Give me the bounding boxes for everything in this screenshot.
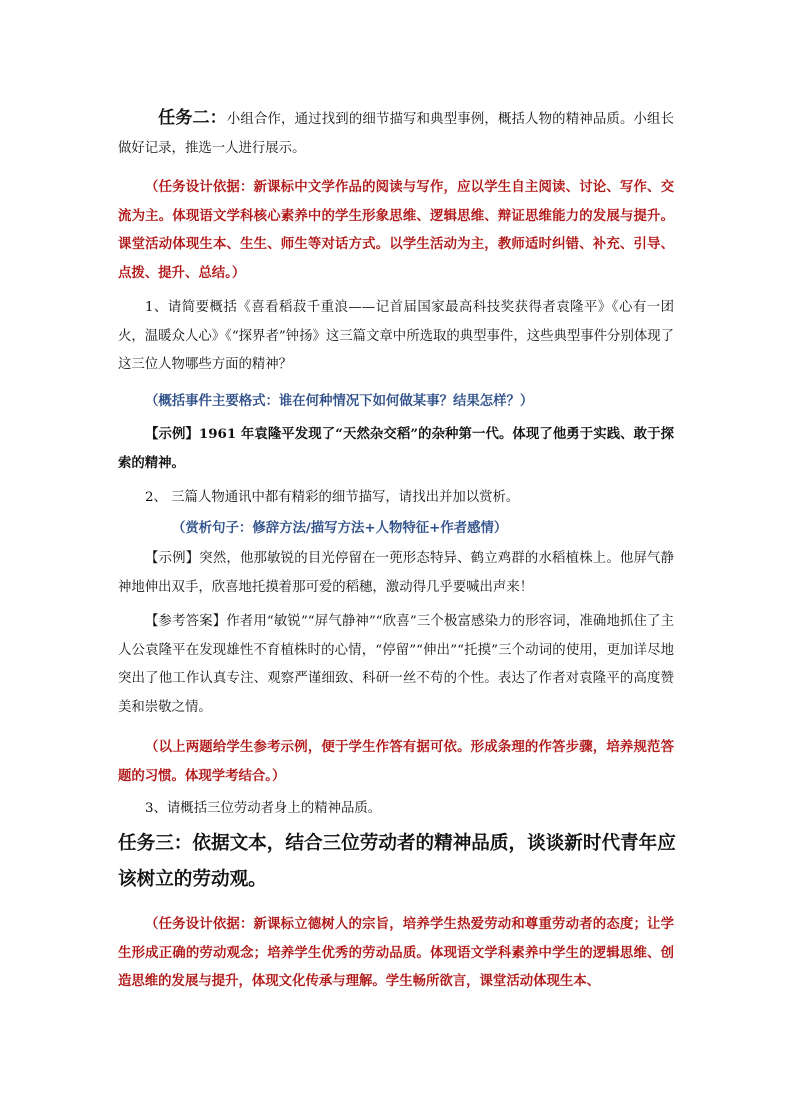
format-hint-1: （概括事件主要格式：谁在何种情况下如何做某事？结果怎样？） [145, 393, 534, 409]
question-3: 3、请概括三位劳动者身上的精神品质。 [145, 801, 382, 816]
task2-paragraph [118, 104, 674, 163]
question-2: 2、 三篇人物通讯中都有精彩的细节描写，请找出并加以赏析。 [145, 490, 520, 505]
question-1: 1、请简要概括《喜看稻菽千重浪——记首届国家最高科技奖获得者袁隆平》《心有一团火，温暖众人心》《“探界者”钟扬》这三篇文章中所选取的典型事件，这些典型事件分别体现了这三位人物哪些方面的精神？ [118, 300, 675, 372]
reference-answer: 【参考答案】作者用“敏锐”“屏气静神”“欣喜”三个极富感染力的形容词，准确地抓住了主人公袁隆平在发现雄性不育植株时的心情，“停留”“伸出”“托摸”三个动词的使用，更加详尽地突出了他工作认真专注、观察严谨细致、科研一丝不苟的个性。表达了作者对袁隆平的高度赞美和崇敬之情。 [118, 614, 674, 715]
task2-text: 小组合作，通过找到的细节描写和典型事例，概括人物的精神品质。小组长做好记录，推选一人进行展示。 [118, 112, 675, 156]
example-1: 【示例】1961 年袁隆平发现了“天然杂交稻”的杂种第一代。体现了他勇于实践、敢于探索的精神。 [118, 426, 674, 471]
task3-design-basis: （任务设计依据：新课标立德树人的宗旨，培养学生热爱劳动和尊重劳动者的态度；让学生形成正确的劳动观念；培养学生优秀的劳动品质。体现语文学科素养中学生的逻辑思维、创造思维的发展与提升，体现文化传承与理解。学生畅所欲言，课堂活动体现生本、 [118, 916, 674, 989]
note-examples: （以上两题给学生参考示例，便于学生作答有据可依。形成条理的作答步骤，培养规范答题的习惯。体现学考结合。） [118, 739, 674, 784]
format-hint-2: （赏析句子：修辞方法/描写方法+人物特征+作者感情） [172, 520, 508, 536]
task2-design-basis: （任务设计依据：新课标中文学作品的阅读与写作，应以学生自主阅读、讨论、写作、交流为主。体现语文学科核心素养中的学生形象思维、逻辑思维、辩证思维能力的发展与提升。课堂活动体现生本、生生、师生等对话方式。以学生活动为主，教师适时纠错、补充、引导、点拨、提升、总结。） [118, 179, 674, 281]
example-2: 【示例】突然，他那敏锐的目光停留在一蔸形态特异、鹤立鸡群的水稻植株上。他屏气静神地伸出双手，欣喜地托摸着那可爱的稻穗，激动得几乎要喊出声来！ [118, 551, 674, 595]
task3-heading: 任务三：依据文本，结合三位劳动者的精神品质，谈谈新时代青年应该树立的劳动观。 [118, 833, 676, 890]
task2-label: 任务二： [158, 108, 227, 128]
